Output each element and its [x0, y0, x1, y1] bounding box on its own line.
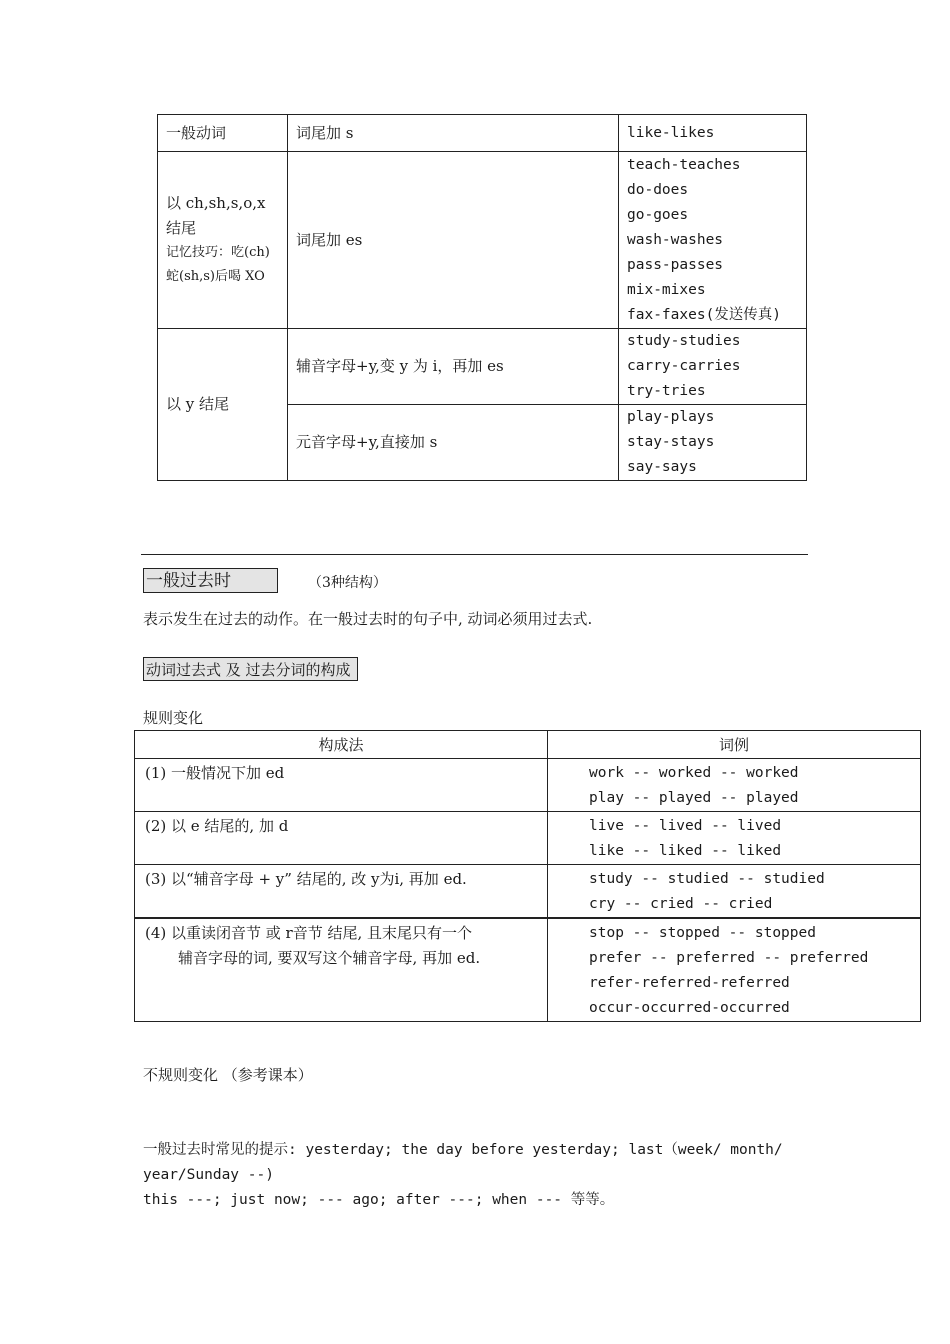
example-cell: study -- studied -- studied cry -- cried -- cried [548, 865, 921, 919]
example-cell: teach-teaches do-does go-goes wash-washes pass-passes mix-mixes fax-faxes(发送传真) [619, 152, 807, 329]
past-tense-table [134, 730, 921, 1022]
rule-cell: 辅音字母+y,变 y 为 i，再加 es [288, 329, 619, 405]
hints-text: this ---; just now; --- ago; after ---; when --- 等等。 [143, 1192, 615, 1208]
example-cell: work -- worked -- worked play -- played -- played [548, 759, 921, 812]
section-heading: 一般过去时 [143, 568, 278, 593]
section-divider [141, 554, 808, 555]
example-cell: play-plays stay-stays say-says [619, 405, 807, 481]
rule-type-cell: 以 ch,sh,s,o,x 结尾 记忆技巧：吃(ch) 蛇(sh,s)后喝 XO [158, 152, 288, 329]
rule-cell: 词尾加 s [288, 115, 619, 152]
rule-type-cell: 以 y 结尾 [158, 329, 288, 481]
table-row [158, 329, 807, 405]
rule-cell: (3) 以“辅音字母 + y” 结尾的, 改 y为i, 再加 ed. [135, 865, 548, 919]
rule-cell: (4) 以重读闭音节 或 r音节 结尾, 且末尾只有一个 辅音字母的词, 要双写这个辅音字母, 再加 ed. [135, 918, 548, 1022]
column-header: 构成法 [135, 731, 548, 759]
regular-label: 规则变化 [143, 709, 204, 727]
example-cell: live -- lived -- lived like -- liked -- liked [548, 812, 921, 865]
column-header: 词例 [548, 731, 921, 759]
table-row [135, 918, 921, 1022]
table-row [158, 115, 807, 152]
table-row [135, 759, 921, 812]
example-cell: study-studies carry-carries try-tries [619, 329, 807, 405]
description-text: 表示发生在过去的动作。在一般过去时的句子中, 动词必须用过去式. [143, 610, 593, 628]
hints-text: year/Sunday --) [143, 1167, 274, 1183]
rule-cell: (2) 以 e 结尾的, 加 d [135, 812, 548, 865]
memory-tip: 蛇(sh,s)后喝 XO [166, 269, 265, 284]
rule-type-cell: 一般动词 [158, 115, 288, 152]
example-cell: stop -- stopped -- stopped prefer -- preferred -- preferred refer-referred-referred occur-occurred-occurred [548, 918, 921, 1022]
irregular-label: 不规则变化 （参考课本） [143, 1066, 313, 1084]
rule-cell: (1) 一般情况下加 ed [135, 759, 548, 812]
section-subtitle: （3种结构） [308, 575, 387, 591]
memory-tip: 记忆技巧：吃(ch) [166, 245, 270, 260]
table-row [158, 152, 807, 329]
example-cell: like-likes [619, 115, 807, 152]
table-row [135, 865, 921, 919]
rule-cell: 词尾加 es [288, 152, 619, 329]
table-header-row [135, 731, 921, 759]
verb-rules-table [157, 114, 807, 481]
subsection-heading: 动词过去式 及 过去分词的构成 [143, 657, 358, 681]
table-row [135, 812, 921, 865]
hints-text: 一般过去时常见的提示: yesterday; the day before yesterday; last（week/ month/ [143, 1142, 783, 1158]
rule-cell: 元音字母+y,直接加 s [288, 405, 619, 481]
